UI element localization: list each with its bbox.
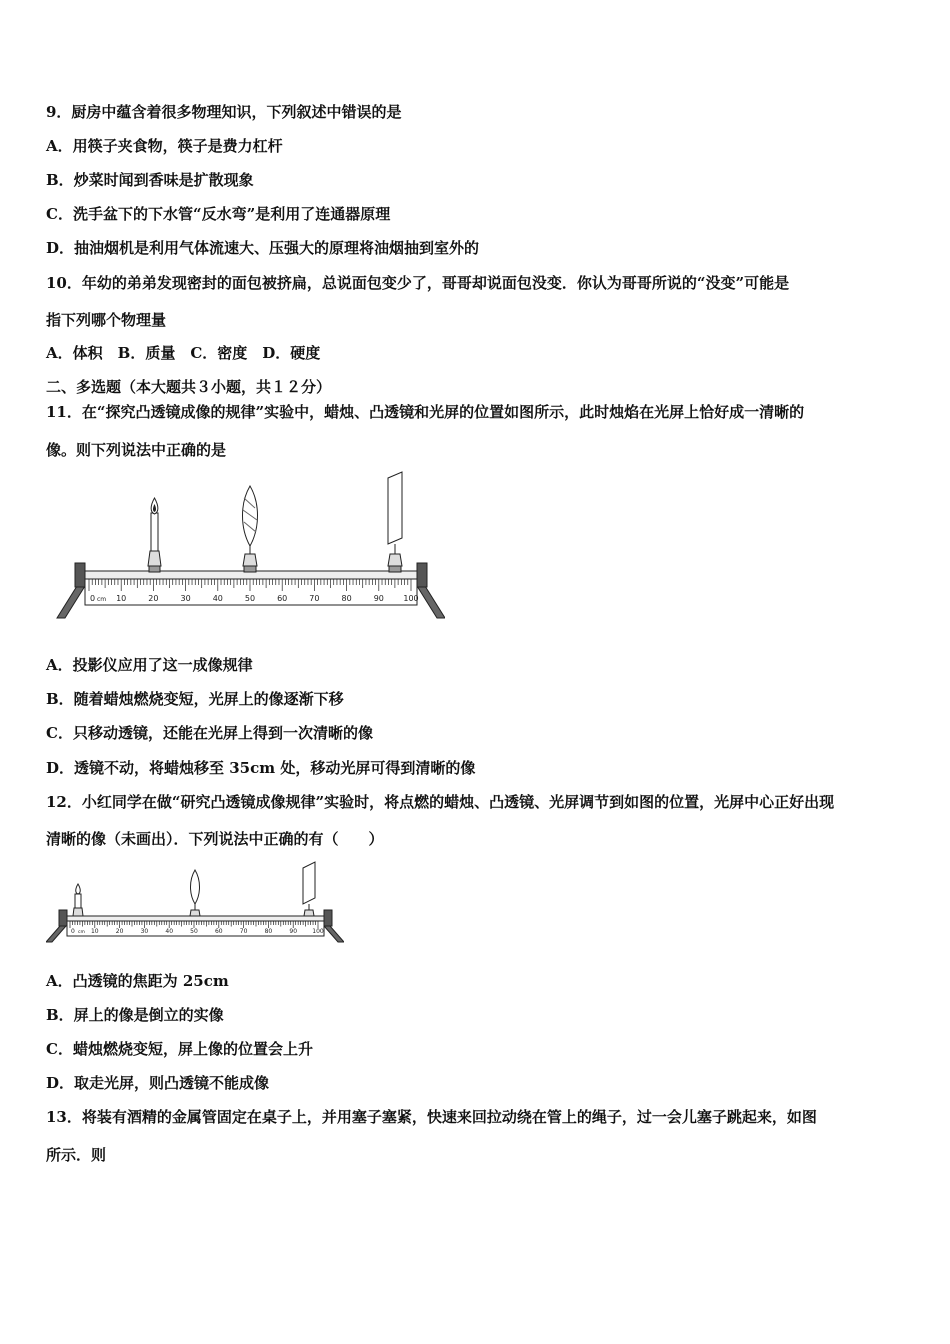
ruler-label: 90 <box>289 928 298 935</box>
q12-option-c: C．蜡烛燃烧变短，屏上像的位置会上升 <box>46 1040 313 1058</box>
light-screen <box>388 472 402 572</box>
bench-rail <box>67 916 324 921</box>
ruler-label: 80 <box>264 928 273 935</box>
candle <box>73 884 83 916</box>
ruler-label: 30 <box>180 594 191 603</box>
ruler-label: 40 <box>165 928 174 935</box>
right-end-block <box>417 563 427 587</box>
light-screen <box>303 862 315 916</box>
left-leg <box>46 926 66 942</box>
left-end-block <box>59 910 67 926</box>
q13-stem-line2: 所示．则 <box>46 1146 107 1164</box>
q9-option-c: C．洗手盆下的下水管“反水弯”是利用了连通器原理 <box>46 205 391 223</box>
ruler-label: 0 <box>90 594 96 603</box>
ruler-label: 100 <box>312 928 324 935</box>
ruler-label: 10 <box>116 594 127 603</box>
q9-option-a: A．用筷子夹食物，筷子是费力杠杆 <box>46 137 283 155</box>
right-leg <box>324 926 344 942</box>
right-end-block <box>324 910 332 926</box>
left-leg <box>57 586 85 618</box>
convex-lens <box>243 486 258 572</box>
section-heading: 二、多选题（本大题共３小题，共１２分） <box>46 378 332 396</box>
q12-optical-bench-figure <box>46 860 344 945</box>
q11-stem-line1: 11．在“探究凸透镜成像的规律”实验中，蜡烛、凸透镜和光屏的位置如图所示，此时烛焰在光屏上恰好成一清晰的 <box>46 403 805 421</box>
q12-stem-line2: 清晰的像（未画出）．下列说法中正确的有（ ） <box>46 830 384 848</box>
q11-stem-line2: 像。则下列说法中正确的是 <box>46 441 227 459</box>
q9-option-b: B．炒菜时闻到香味是扩散现象 <box>46 171 254 189</box>
ruler-label: 40 <box>212 594 223 603</box>
ruler-label: 80 <box>341 594 352 603</box>
ruler-label: 20 <box>115 928 124 935</box>
ruler-label: 60 <box>277 594 288 603</box>
ruler-label: 70 <box>309 594 320 603</box>
q12-stem-line1: 12．小红同学在做“研究凸透镜成像规律”实验时，将点燃的蜡烛、凸透镜、光屏调节到如图的位置，光屏中心正好出现 <box>46 793 835 811</box>
q11-option-d: D．透镜不动，将蜡烛移至 35cm 处，移动光屏可得到清晰的像 <box>46 759 476 777</box>
candle <box>148 498 161 572</box>
left-end-block <box>75 563 85 587</box>
ruler-label: 0 <box>71 928 75 935</box>
q11-option-b: B．随着蜡烛燃烧变短，光屏上的像逐渐下移 <box>46 690 344 708</box>
ruler-label: 90 <box>373 594 384 603</box>
ruler-unit-label: cm <box>97 596 107 603</box>
q12-option-b: B．屏上的像是倒立的实像 <box>46 1006 224 1024</box>
q9-option-d: D．抽油烟机是利用气体流速大、压强大的原理将油烟抽到室外的 <box>46 239 480 257</box>
ruler-label: 60 <box>214 928 223 935</box>
ruler-label: 70 <box>239 928 248 935</box>
q12-option-a: A．凸透镜的焦距为 25cm <box>46 972 229 990</box>
convex-lens <box>190 870 200 916</box>
ruler-label: 20 <box>148 594 159 603</box>
ruler-label: 50 <box>244 594 256 603</box>
q11-figure-svg <box>55 468 445 623</box>
q11-option-a: A．投影仪应用了这一成像规律 <box>46 656 253 674</box>
right-leg <box>417 586 445 618</box>
q12-option-d: D．取走光屏，则凸透镜不能成像 <box>46 1074 270 1092</box>
q11-option-c: C．只移动透镜，还能在光屏上得到一次清晰的像 <box>46 724 373 742</box>
q12-figure-svg <box>46 860 344 945</box>
q10-stem-line2: 指下列哪个物理量 <box>46 311 167 329</box>
q11-optical-bench-figure <box>55 468 445 623</box>
ruler-unit-label: cm <box>78 930 85 935</box>
q9-stem: 9．厨房中蕴含着很多物理知识，下列叙述中错误的是 <box>46 103 402 121</box>
q10-stem-line1: 10．年幼的弟弟发现密封的面包被挤扁，总说面包变少了，哥哥却说面包没变．你认为哥哥所说的“没变”可能是 <box>46 274 790 292</box>
q13-stem-line1: 13．将装有酒精的金属管固定在桌子上，并用塞子塞紧，快速来回拉动绕在管上的绳子，过一会儿塞子跳起来，如图 <box>46 1108 817 1126</box>
ruler-label: 30 <box>140 928 149 935</box>
ruler-label: 50 <box>190 928 198 935</box>
q10-options: A．体积 B．质量 C．密度 D．硬度 <box>46 344 321 362</box>
ruler-label: 10 <box>90 928 99 935</box>
ruler-label: 100 <box>403 594 419 603</box>
